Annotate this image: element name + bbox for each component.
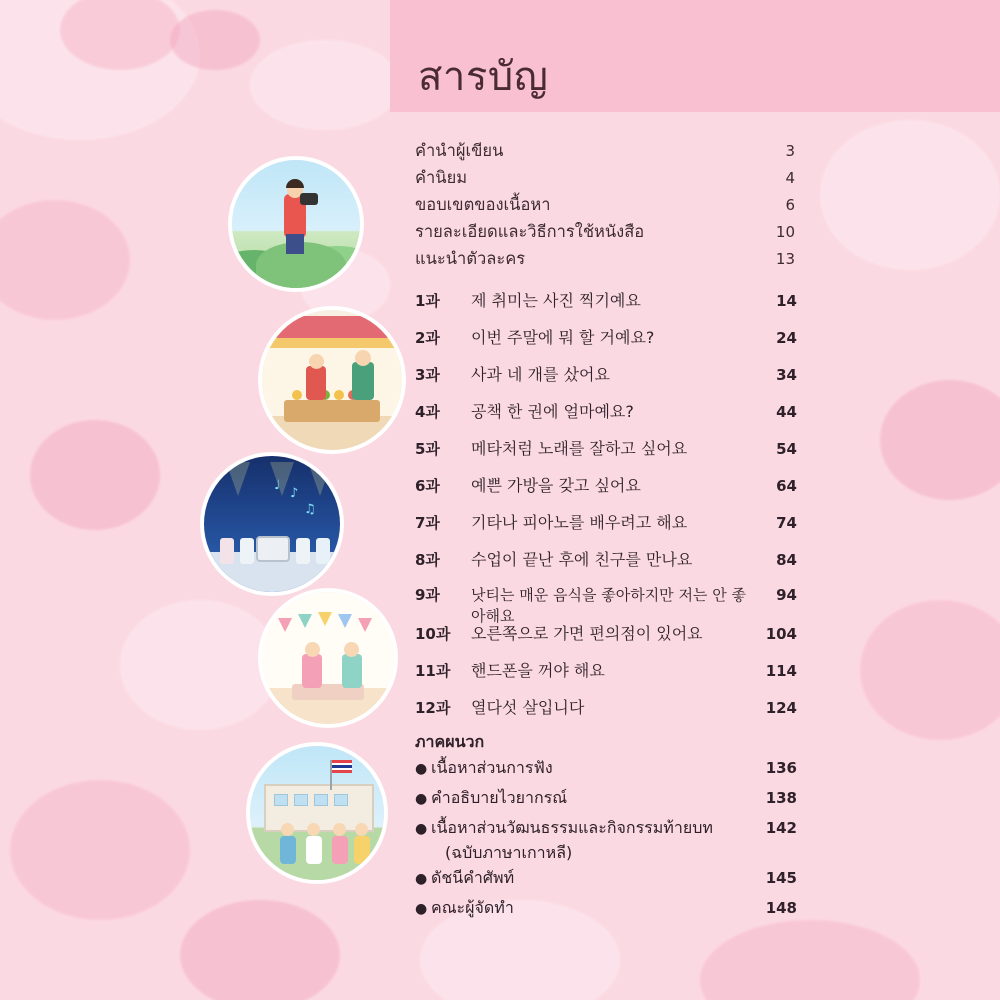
lesson-page: 84 bbox=[776, 551, 797, 569]
bullet-icon: ● bbox=[415, 761, 428, 777]
decor-splotch bbox=[170, 10, 260, 70]
lesson-title: 메타처럼 노래를 잘하고 싶어요 bbox=[471, 439, 688, 458]
lesson-page: 124 bbox=[765, 699, 797, 717]
lesson-number: 9과 bbox=[415, 586, 440, 604]
lesson-page: 114 bbox=[765, 662, 797, 680]
decor-splotch bbox=[10, 780, 190, 920]
lesson-page: 34 bbox=[776, 366, 797, 384]
lesson-page: 104 bbox=[765, 625, 797, 643]
appendix-title-text: เนื้อหาส่วนการฟัง bbox=[431, 758, 553, 777]
lesson-row[interactable] bbox=[415, 547, 797, 584]
appendix-row[interactable] bbox=[415, 756, 797, 786]
lesson-page: 44 bbox=[776, 403, 797, 421]
appendix-page: 136 bbox=[765, 759, 797, 777]
illustration-band-concert-stage: ♪ ♫ ♩ bbox=[204, 456, 340, 592]
lesson-number: 3과 bbox=[415, 366, 440, 384]
decor-splotch bbox=[120, 600, 280, 730]
appendix-title-text bbox=[431, 816, 753, 866]
lesson-title: 열다섯 살입니다 bbox=[471, 698, 585, 717]
lesson-page: 54 bbox=[776, 440, 797, 458]
lesson-title: 예쁜 가방을 갖고 싶어요 bbox=[471, 476, 641, 495]
lesson-row[interactable] bbox=[415, 658, 797, 695]
front-matter-page: 13 bbox=[775, 250, 795, 268]
front-matter-page: 3 bbox=[785, 142, 795, 160]
front-matter-row[interactable] bbox=[415, 192, 795, 219]
lesson-row[interactable] bbox=[415, 399, 797, 436]
lesson-number: 11과 bbox=[415, 662, 451, 680]
appendix-title-line2: (ฉบับภาษาเกาหลี) bbox=[445, 843, 573, 862]
lesson-number: 4과 bbox=[415, 403, 440, 421]
illustration-school-students bbox=[250, 746, 384, 880]
appendix-row[interactable] bbox=[415, 816, 797, 866]
front-matter-title: แนะนำตัวละคร bbox=[415, 249, 526, 268]
lesson-number: 12과 bbox=[415, 699, 451, 717]
decor-splotch bbox=[860, 600, 1000, 740]
appendix-title-text: คำอธิบายไวยากรณ์ bbox=[431, 788, 568, 807]
illustration-photographer-on-hill bbox=[232, 160, 360, 288]
lesson-page: 14 bbox=[776, 292, 797, 310]
front-matter-title: คำนำผู้เขียน bbox=[415, 141, 504, 160]
lesson-row[interactable] bbox=[415, 436, 797, 473]
decor-splotch bbox=[250, 40, 400, 130]
lesson-row[interactable] bbox=[415, 288, 797, 325]
lesson-row[interactable] bbox=[415, 584, 797, 625]
decor-splotch bbox=[30, 420, 160, 530]
lesson-number: 6과 bbox=[415, 477, 440, 495]
lesson-number: 7과 bbox=[415, 514, 440, 532]
decor-splotch bbox=[880, 380, 1000, 500]
appendix-list bbox=[415, 756, 797, 926]
bullet-icon: ● bbox=[415, 791, 428, 807]
lesson-page: 64 bbox=[776, 477, 797, 495]
decor-splotch bbox=[180, 900, 340, 1000]
front-matter-title: ขอบเขตของเนื้อหา bbox=[415, 195, 551, 214]
front-matter-page: 6 bbox=[785, 196, 795, 214]
front-matter-row[interactable] bbox=[415, 165, 795, 192]
lesson-title: 핸드폰을 꺼야 해요 bbox=[471, 661, 605, 680]
lesson-page: 94 bbox=[776, 586, 797, 604]
lesson-number: 1과 bbox=[415, 292, 440, 310]
appendix-row[interactable] bbox=[415, 896, 797, 926]
lesson-row[interactable] bbox=[415, 510, 797, 547]
illustration-fruit-market-shopping bbox=[262, 310, 402, 450]
front-matter-row[interactable] bbox=[415, 138, 795, 165]
lesson-row[interactable] bbox=[415, 473, 797, 510]
front-matter-title: คำนิยม bbox=[415, 168, 468, 187]
front-matter-list bbox=[415, 138, 795, 273]
lesson-number: 8과 bbox=[415, 551, 440, 569]
decor-splotch bbox=[700, 920, 920, 1000]
bullet-icon: ● bbox=[415, 821, 428, 837]
lesson-row[interactable] bbox=[415, 325, 797, 362]
lesson-row[interactable] bbox=[415, 621, 797, 658]
lesson-row[interactable] bbox=[415, 362, 797, 399]
front-matter-page: 10 bbox=[775, 223, 795, 241]
lesson-number: 10과 bbox=[415, 625, 451, 643]
bullet-icon: ● bbox=[415, 871, 428, 887]
lesson-title: 제 취미는 사진 찍기예요 bbox=[471, 291, 641, 310]
lesson-page: 74 bbox=[776, 514, 797, 532]
appendix-title-text: คณะผู้จัดทำ bbox=[431, 898, 514, 917]
lesson-title: 이번 주말에 뭐 할 거예요? bbox=[471, 328, 655, 347]
lesson-number: 2과 bbox=[415, 329, 440, 347]
appendix-page: 142 bbox=[765, 819, 797, 837]
front-matter-page: 4 bbox=[785, 169, 795, 187]
front-matter-row[interactable] bbox=[415, 219, 795, 246]
appendix-title-text: ดัชนีคำศัพท์ bbox=[431, 868, 515, 887]
appendix-heading: ภาคผนวก bbox=[415, 732, 485, 751]
appendix-row[interactable] bbox=[415, 866, 797, 896]
front-matter-row[interactable] bbox=[415, 246, 795, 273]
lesson-page: 24 bbox=[776, 329, 797, 347]
lesson-number: 5과 bbox=[415, 440, 440, 458]
appendix-page: 145 bbox=[765, 869, 797, 887]
appendix-title-line1: เนื้อหาส่วนวัฒนธรรมและกิจกรรมท้ายบท bbox=[431, 818, 713, 837]
page-title: สารบัญ bbox=[418, 54, 549, 100]
appendix-page: 148 bbox=[765, 899, 797, 917]
appendix-page: 138 bbox=[765, 789, 797, 807]
lesson-title: 오른쪽으로 가면 편의점이 있어요 bbox=[471, 624, 703, 643]
lesson-title: 사과 네 개를 샀어요 bbox=[471, 365, 610, 384]
lesson-title: 수업이 끝난 후에 친구를 만나요 bbox=[471, 550, 693, 569]
lesson-title: 기타나 피아노를 배우려고 해요 bbox=[471, 513, 688, 532]
decor-splotch bbox=[820, 120, 1000, 270]
illustration-birthday-party bbox=[262, 592, 394, 724]
decor-splotch bbox=[0, 200, 130, 320]
lesson-row[interactable] bbox=[415, 695, 797, 732]
lesson-title: 공책 한 권에 얼마예요? bbox=[471, 402, 634, 421]
appendix-row[interactable] bbox=[415, 786, 797, 816]
lesson-list bbox=[415, 288, 797, 732]
bullet-icon: ● bbox=[415, 901, 428, 917]
lesson-title: 낫티는 매운 음식을 좋아하지만 저는 안 좋아해요 bbox=[471, 586, 746, 625]
front-matter-title: รายละเอียดและวิธีการใช้หนังสือ bbox=[415, 222, 645, 241]
